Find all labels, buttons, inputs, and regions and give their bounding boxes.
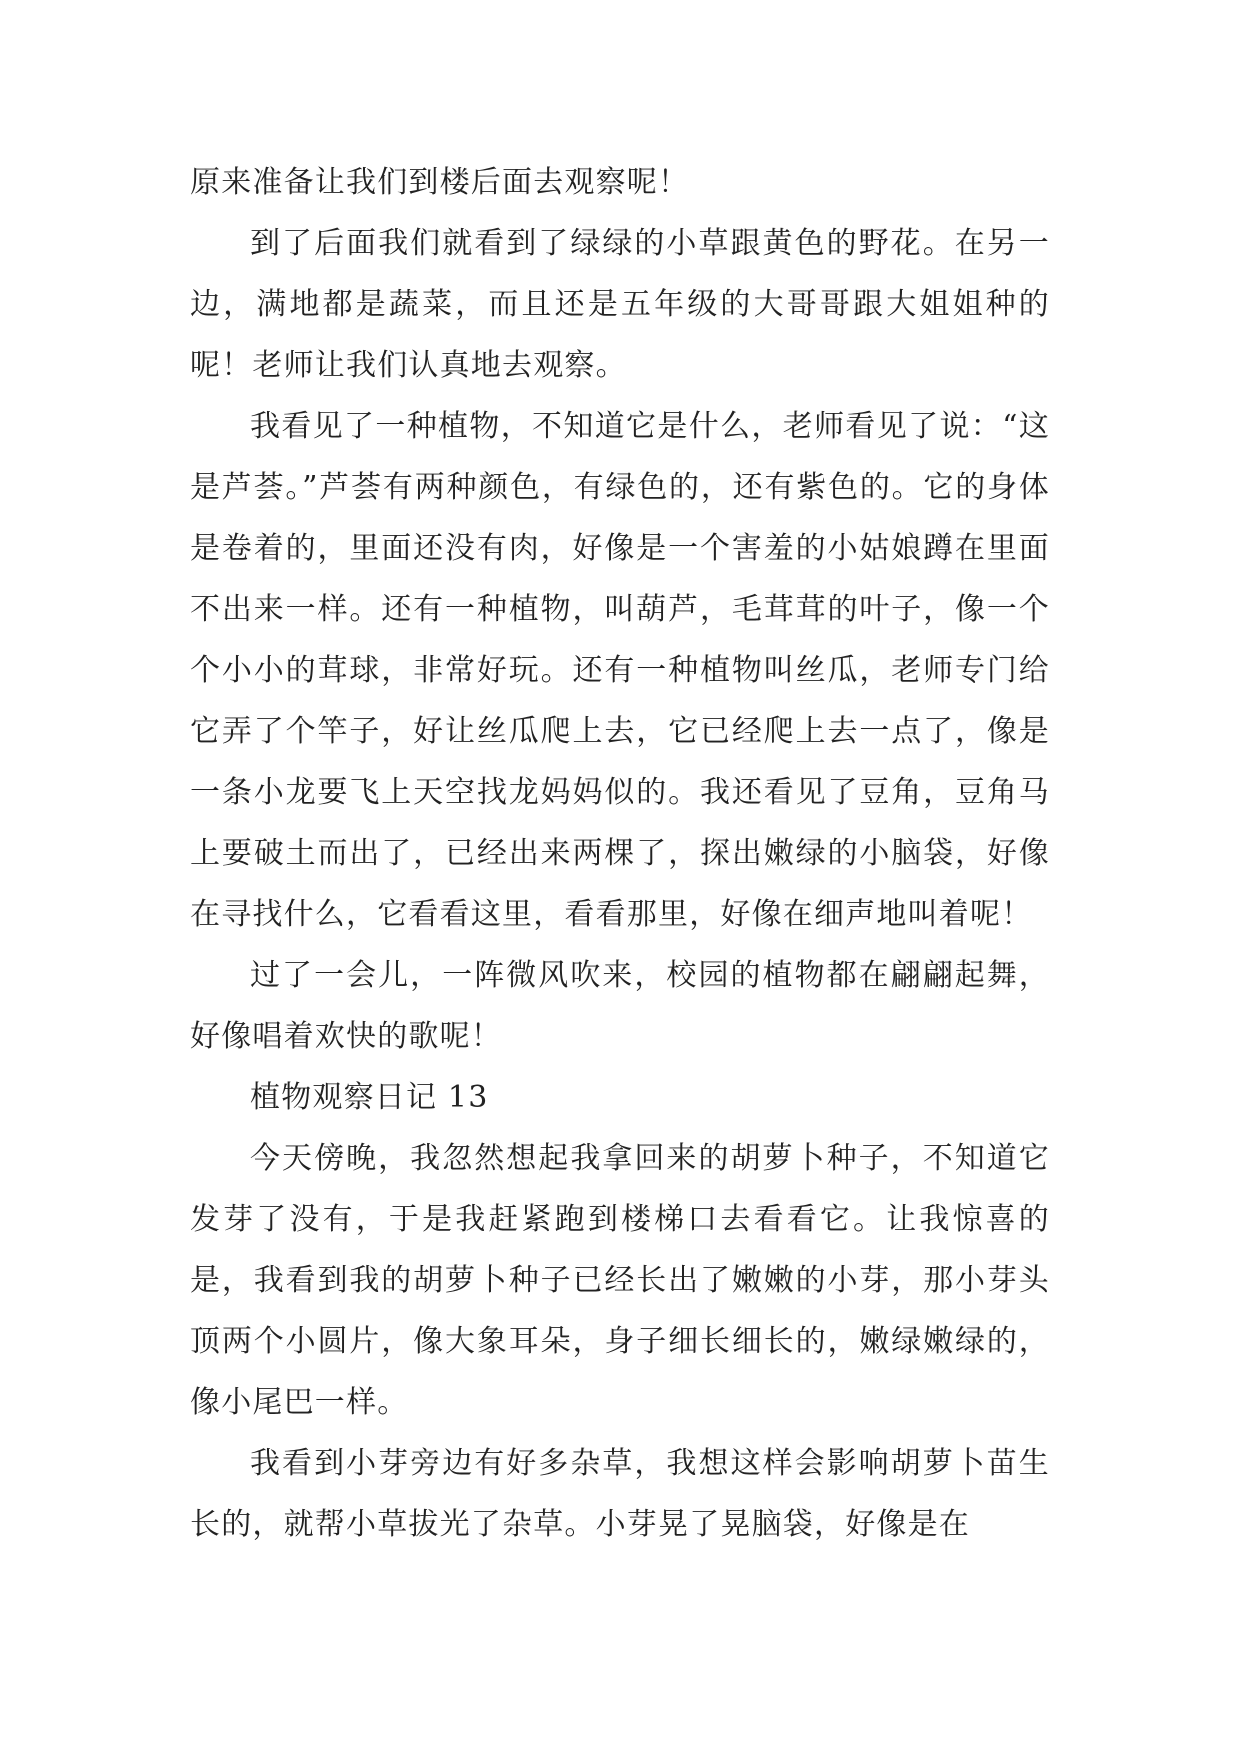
paragraph: 我看见了一种植物，不知道它是什么，老师看见了说：“这是芦荟。”芦荟有两种颜色，有绿色的，还有紫色的。它的身体是卷着的，里面还没有肉，好像是一个害羞的小姑娘蹲在里面不出来一样。还有一种植物，叫葫芦，毛茸茸的叶子，像一个个小小的茸球，非常好玩。还有一种植物叫丝瓜，老师专门给它弄了个竿子，好让丝瓜爬上去，它已经爬上去一点了，像是一条小龙要飞上天空找龙妈妈似的。我还看见了豆角，豆角马上要破土而出了，已经出来两棵了，探出嫩绿的小脑袋，好像在寻找什么，它看看这里，看看那里，好像在细声地叫着呢！ <box>190 409 1050 932</box>
paragraph-continuation: 原来准备让我们到楼后面去观察呢！ <box>190 165 690 200</box>
paragraph: 今天傍晚，我忽然想起我拿回来的胡萝卜种子，不知道它发芽了没有，于是我赶紧跑到楼梯口去看看它。让我惊喜的是，我看到我的胡萝卜种子已经长出了嫩嫩的小芽，那小芽头顶两个小圆片，像大象耳朵，身子细长细长的，嫩绿嫩绿的，像小尾巴一样。 <box>190 1141 1050 1420</box>
paragraph: 到了后面我们就看到了绿绿的小草跟黄色的野花。在另一边，满地都是蔬菜，而且还是五年级的大哥哥跟大姐姐种的呢！老师让我们认真地去观察。 <box>190 226 1050 383</box>
paragraph: 我看到小芽旁边有好多杂草，我想这样会影响胡萝卜苗生长的，就帮小草拔光了杂草。小芽晃了晃脑袋，好像是在 <box>190 1446 1050 1542</box>
section-heading: 植物观察日记 13 <box>250 1080 489 1115</box>
document-body <box>190 152 1050 1555</box>
paragraph: 过了一会儿，一阵微风吹来，校园的植物都在翩翩起舞，好像唱着欢快的歌呢！ <box>190 958 1050 1054</box>
